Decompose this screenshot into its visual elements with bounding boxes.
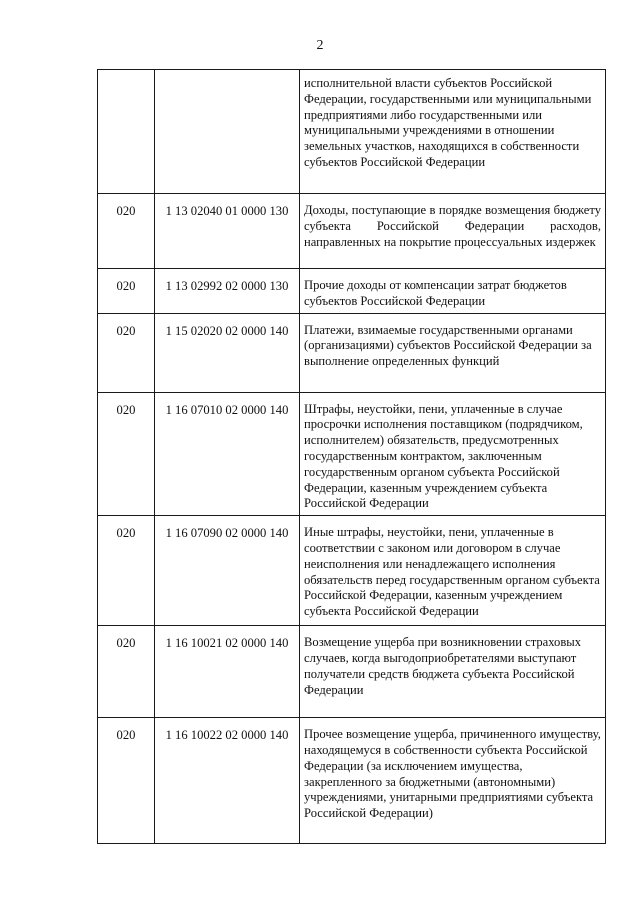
admin-code-cell	[98, 70, 155, 194]
table-row	[98, 313, 606, 392]
revenue-description-cell: Доходы, поступающие в порядке возмещения бюджету субъекта Российской Федерации расходов, направленных на покрытие процессуальных издержек	[300, 194, 606, 269]
admin-code-cell: 020	[98, 194, 155, 269]
table-row	[98, 718, 606, 844]
revenue-description-cell: Прочее возмещение ущерба, причиненного имуществу, находящемуся в собственности субъекта Российской Федерации (за исключением имущества, закрепленного за бюджетными (автономными) учреждениями, унитарными предприятиями субъекта Российской Федерации)	[300, 718, 606, 844]
classification-code-cell: 1 13 02992 02 0000 130	[155, 269, 300, 314]
table-row	[98, 194, 606, 269]
revenue-description-cell: Иные штрафы, неустойки, пени, уплаченные в соответствии с законом или договором в случае неисполнения или ненадлежащего исполнения обязательств перед государственным органом субъекта Российской Федерации, казенным учреждением субъекта Российской Федерации	[300, 516, 606, 626]
admin-code-cell: 020	[98, 718, 155, 844]
admin-code-cell: 020	[98, 269, 155, 314]
revenue-description-cell: Платежи, взимаемые государственными органами (организациями) субъектов Российской Федерации за выполнение определенных функций	[300, 313, 606, 392]
classification-code-cell: 1 16 07090 02 0000 140	[155, 516, 300, 626]
admin-code-cell: 020	[98, 516, 155, 626]
revenue-description-cell: Штрафы, неустойки, пени, уплаченные в случае просрочки исполнения поставщиком (подрядчиком, исполнителем) обязательств, предусмотренных государственным контрактом, заключенным государственным органом субъекта Российской Федерации, казенным учреждением субъекта Российской Федерации	[300, 392, 606, 516]
admin-code-cell: 020	[98, 313, 155, 392]
revenue-description-cell: Возмещение ущерба при возникновении страховых случаев, когда выгодоприобретателями выступают получатели средств бюджета субъекта Российской Федерации	[300, 626, 606, 718]
revenue-codes-table	[97, 69, 606, 844]
classification-code-cell: 1 16 07010 02 0000 140	[155, 392, 300, 516]
table-row	[98, 70, 606, 194]
classification-code-cell: 1 13 02040 01 0000 130	[155, 194, 300, 269]
classification-code-cell: 1 15 02020 02 0000 140	[155, 313, 300, 392]
revenue-description-cell: Прочие доходы от компенсации затрат бюджетов субъектов Российской Федерации	[300, 269, 606, 314]
admin-code-cell: 020	[98, 392, 155, 516]
admin-code-cell: 020	[98, 626, 155, 718]
classification-code-cell: 1 16 10021 02 0000 140	[155, 626, 300, 718]
revenue-description-cell: исполнительной власти субъектов Российской Федерации, государственными или муниципальными предприятиями либо государственными или муниципальными учреждениями в отношении земельных участков, находящихся в собственности субъектов Российской Федерации	[300, 70, 606, 194]
table-row	[98, 269, 606, 314]
table-row	[98, 626, 606, 718]
classification-code-cell	[155, 70, 300, 194]
table-row	[98, 516, 606, 626]
page-number: 2	[316, 38, 324, 53]
table-row	[98, 392, 606, 516]
classification-code-cell: 1 16 10022 02 0000 140	[155, 718, 300, 844]
